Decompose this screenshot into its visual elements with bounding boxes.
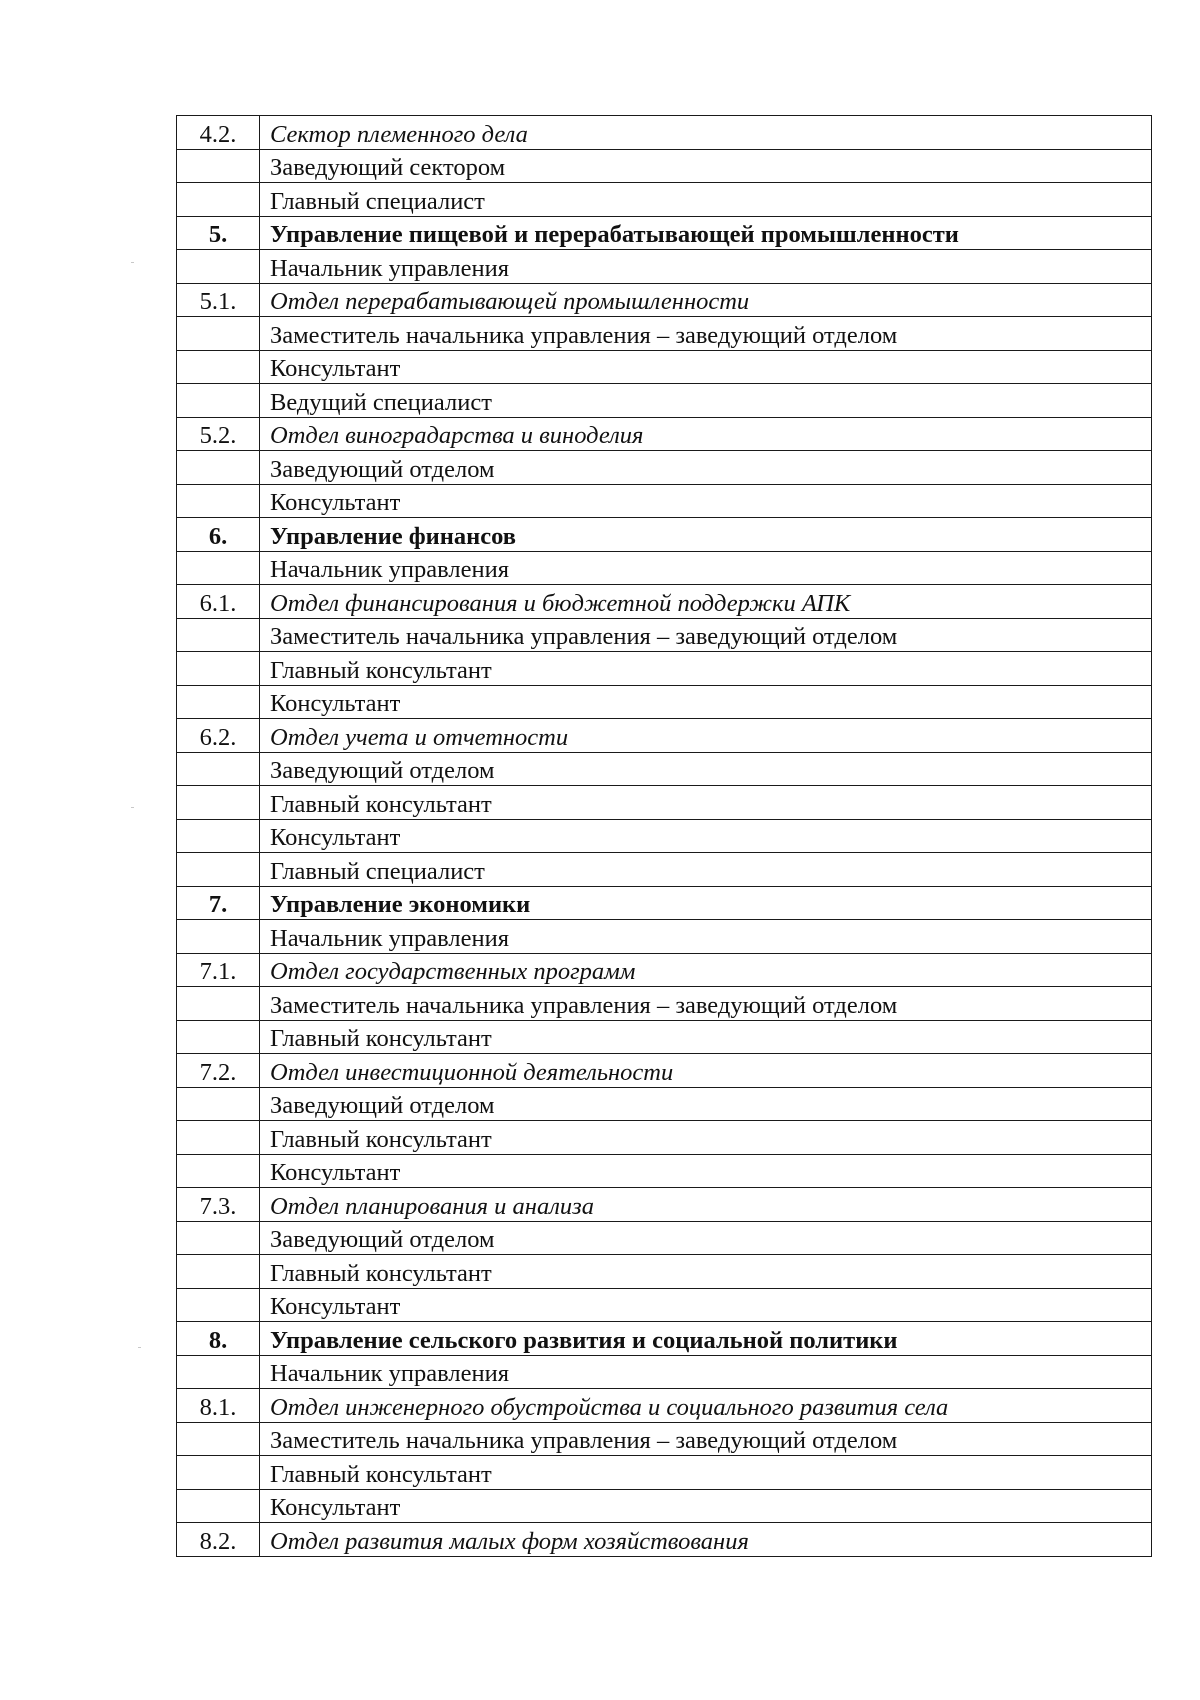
row-number-cell	[177, 786, 260, 820]
table-row	[177, 1121, 1152, 1155]
section-title-cell: Управление пищевой и перерабатывающей промышленности	[260, 216, 1152, 250]
position-cell: Главный специалист	[260, 853, 1152, 887]
table-row	[177, 451, 1152, 485]
table-row	[177, 1523, 1152, 1557]
table-row	[177, 551, 1152, 585]
position-cell: Заведующий отделом	[260, 752, 1152, 786]
row-number-cell	[177, 652, 260, 686]
position-cell: Главный консультант	[260, 1456, 1152, 1490]
table-row	[177, 853, 1152, 887]
row-number-cell	[177, 1087, 260, 1121]
row-number-cell	[177, 250, 260, 284]
row-number-cell	[177, 819, 260, 853]
row-number-cell	[177, 987, 260, 1021]
position-cell: Начальник управления	[260, 250, 1152, 284]
position-cell: Главный консультант	[260, 652, 1152, 686]
position-cell: Заведующий отделом	[260, 1221, 1152, 1255]
table-row	[177, 585, 1152, 619]
row-number-cell: 5.1.	[177, 283, 260, 317]
position-cell: Начальник управления	[260, 1355, 1152, 1389]
staff-structure-table	[176, 115, 1152, 1557]
row-number-cell: 7.1.	[177, 953, 260, 987]
table-row	[177, 1020, 1152, 1054]
row-number-cell	[177, 853, 260, 887]
row-number-cell	[177, 1456, 260, 1490]
row-number-cell	[177, 350, 260, 384]
subsection-title-cell: Отдел планирования и анализа	[260, 1188, 1152, 1222]
subsection-title-cell: Отдел развития малых форм хозяйствования	[260, 1523, 1152, 1557]
subsection-title-cell: Отдел инвестиционной деятельности	[260, 1054, 1152, 1088]
table-row	[177, 1255, 1152, 1289]
row-number-cell: 7.	[177, 886, 260, 920]
row-number-cell	[177, 1255, 260, 1289]
position-cell: Начальник управления	[260, 551, 1152, 585]
row-number-cell: 6.1.	[177, 585, 260, 619]
table-row	[177, 1087, 1152, 1121]
table-row	[177, 484, 1152, 518]
table-row	[177, 953, 1152, 987]
table-row	[177, 1054, 1152, 1088]
position-cell: Заместитель начальника управления – заведующий отделом	[260, 987, 1152, 1021]
table-row	[177, 685, 1152, 719]
table-row	[177, 1221, 1152, 1255]
position-cell: Консультант	[260, 685, 1152, 719]
scan-speck	[138, 1347, 141, 1348]
position-cell: Начальник управления	[260, 920, 1152, 954]
subsection-title-cell: Отдел перерабатывающей промышленности	[260, 283, 1152, 317]
table-row	[177, 250, 1152, 284]
table-row	[177, 920, 1152, 954]
table-row	[177, 1422, 1152, 1456]
subsection-title-cell: Сектор племенного дела	[260, 116, 1152, 150]
position-cell: Заместитель начальника управления – заведующий отделом	[260, 1422, 1152, 1456]
position-cell: Заместитель начальника управления – заведующий отделом	[260, 317, 1152, 351]
position-cell: Заместитель начальника управления – заведующий отделом	[260, 618, 1152, 652]
table-row	[177, 719, 1152, 753]
row-number-cell	[177, 1489, 260, 1523]
table-row	[177, 317, 1152, 351]
position-cell: Заведующий отделом	[260, 1087, 1152, 1121]
position-cell: Главный консультант	[260, 786, 1152, 820]
table-row	[177, 752, 1152, 786]
table-row	[177, 1288, 1152, 1322]
table-row	[177, 350, 1152, 384]
section-title-cell: Управление экономики	[260, 886, 1152, 920]
scan-speck	[131, 262, 134, 263]
row-number-cell	[177, 484, 260, 518]
position-cell: Главный специалист	[260, 183, 1152, 217]
position-cell: Консультант	[260, 1288, 1152, 1322]
row-number-cell: 7.3.	[177, 1188, 260, 1222]
row-number-cell: 6.	[177, 518, 260, 552]
position-cell: Главный консультант	[260, 1121, 1152, 1155]
table-row	[177, 1188, 1152, 1222]
position-cell: Консультант	[260, 350, 1152, 384]
subsection-title-cell: Отдел виноградарства и виноделия	[260, 417, 1152, 451]
row-number-cell	[177, 618, 260, 652]
row-number-cell	[177, 685, 260, 719]
position-cell: Главный консультант	[260, 1020, 1152, 1054]
row-number-cell: 6.2.	[177, 719, 260, 753]
table-row	[177, 216, 1152, 250]
section-title-cell: Управление сельского развития и социальной политики	[260, 1322, 1152, 1356]
row-number-cell: 8.2.	[177, 1523, 260, 1557]
row-number-cell	[177, 920, 260, 954]
row-number-cell	[177, 752, 260, 786]
table-body	[177, 116, 1152, 1557]
section-title-cell: Управление финансов	[260, 518, 1152, 552]
table-row	[177, 283, 1152, 317]
table-row	[177, 1456, 1152, 1490]
table-row	[177, 116, 1152, 150]
row-number-cell	[177, 551, 260, 585]
table-row	[177, 149, 1152, 183]
row-number-cell	[177, 451, 260, 485]
table-row	[177, 819, 1152, 853]
row-number-cell	[177, 1355, 260, 1389]
table-row	[177, 1355, 1152, 1389]
row-number-cell: 5.	[177, 216, 260, 250]
row-number-cell	[177, 1020, 260, 1054]
position-cell: Консультант	[260, 819, 1152, 853]
row-number-cell	[177, 1422, 260, 1456]
table-row	[177, 786, 1152, 820]
table-row	[177, 618, 1152, 652]
table-row	[177, 1389, 1152, 1423]
position-cell: Консультант	[260, 1154, 1152, 1188]
table-row	[177, 1489, 1152, 1523]
row-number-cell	[177, 1288, 260, 1322]
row-number-cell: 8.1.	[177, 1389, 260, 1423]
row-number-cell: 4.2.	[177, 116, 260, 150]
table-row	[177, 384, 1152, 418]
scan-speck	[131, 807, 134, 808]
row-number-cell	[177, 317, 260, 351]
position-cell: Заведующий отделом	[260, 451, 1152, 485]
table-row	[177, 652, 1152, 686]
table-row	[177, 886, 1152, 920]
table-row	[177, 518, 1152, 552]
row-number-cell	[177, 183, 260, 217]
row-number-cell	[177, 1121, 260, 1155]
table-row	[177, 417, 1152, 451]
table-row	[177, 1154, 1152, 1188]
position-cell: Главный консультант	[260, 1255, 1152, 1289]
row-number-cell: 5.2.	[177, 417, 260, 451]
table-row	[177, 183, 1152, 217]
row-number-cell: 7.2.	[177, 1054, 260, 1088]
table-row	[177, 1322, 1152, 1356]
subsection-title-cell: Отдел государственных программ	[260, 953, 1152, 987]
row-number-cell	[177, 1221, 260, 1255]
subsection-title-cell: Отдел финансирования и бюджетной поддержки АПК	[260, 585, 1152, 619]
position-cell: Консультант	[260, 1489, 1152, 1523]
position-cell: Консультант	[260, 484, 1152, 518]
row-number-cell	[177, 149, 260, 183]
position-cell: Заведующий сектором	[260, 149, 1152, 183]
subsection-title-cell: Отдел учета и отчетности	[260, 719, 1152, 753]
position-cell: Ведущий специалист	[260, 384, 1152, 418]
row-number-cell	[177, 1154, 260, 1188]
row-number-cell	[177, 384, 260, 418]
table-row	[177, 987, 1152, 1021]
row-number-cell: 8.	[177, 1322, 260, 1356]
subsection-title-cell: Отдел инженерного обустройства и социального развития села	[260, 1389, 1152, 1423]
